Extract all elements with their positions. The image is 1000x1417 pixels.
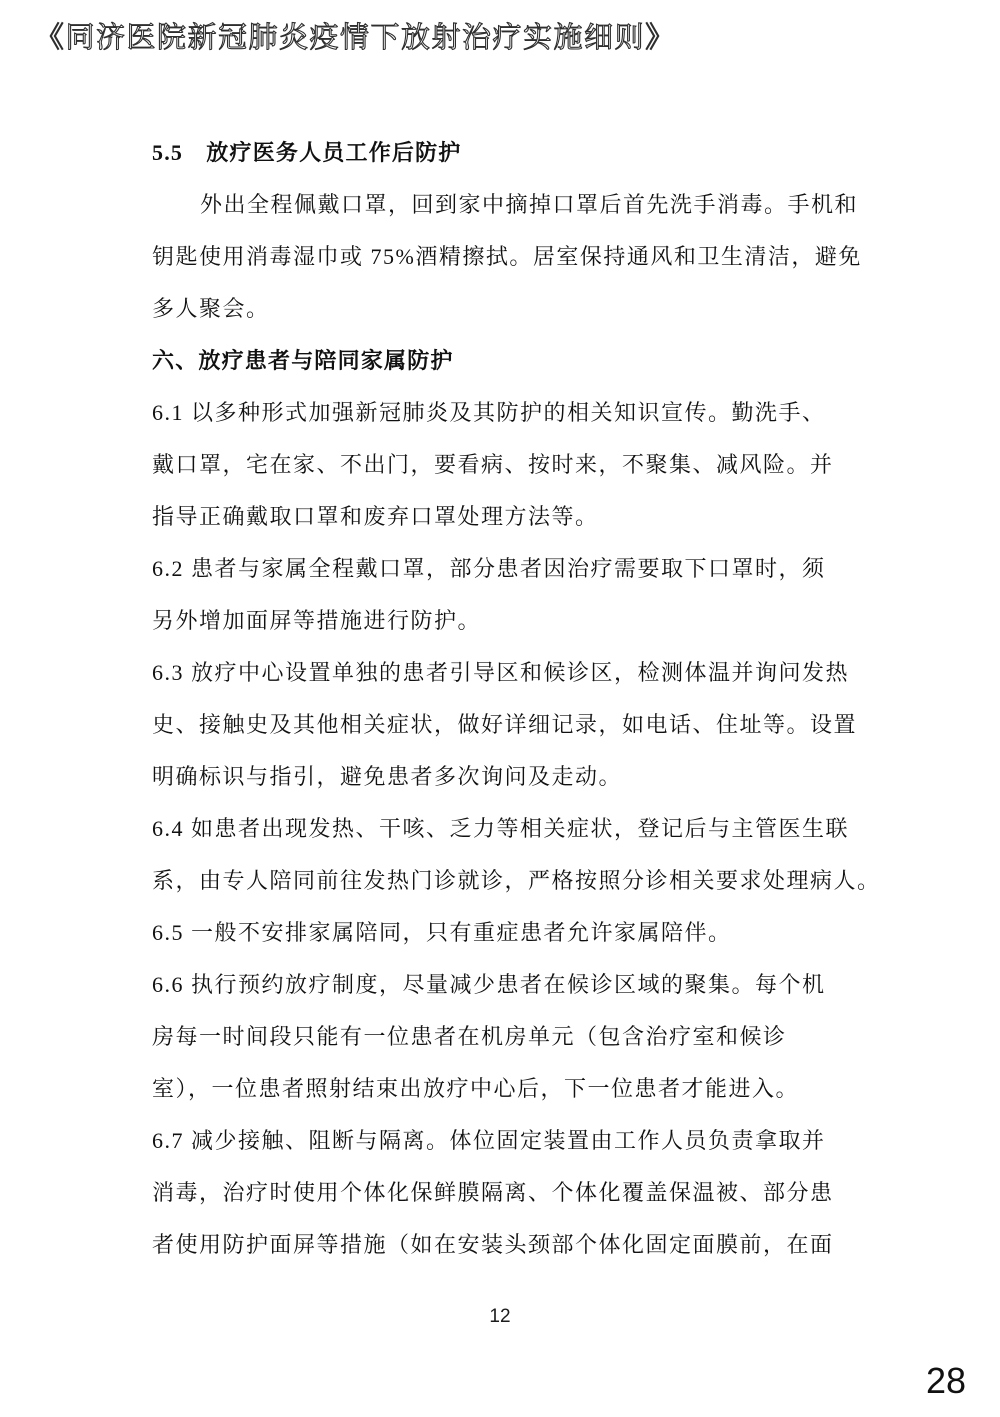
body-paragraph — [152, 387, 864, 543]
text-line: 明确标识与指引，避免患者多次询问及走动。 — [152, 764, 623, 789]
text-line: 六、放疗患者与陪同家属防护 — [152, 348, 454, 373]
text-line: 6.6 执行预约放疗制度，尽量减少患者在候诊区域的聚集。每个机 — [152, 972, 826, 997]
body-paragraph — [152, 543, 864, 647]
text-line: 6.1 以多种形式加强新冠肺炎及其防护的相关知识宣传。勤洗手、 — [152, 400, 826, 425]
text-line: 6.4 如患者出现发热、干咳、乏力等相关症状，登记后与主管医生联 — [152, 816, 850, 841]
text-line: 指导正确戴取口罩和废弃口罩处理方法等。 — [152, 504, 599, 529]
text-line: 6.3 放疗中心设置单独的患者引导区和候诊区，检测体温并询问发热 — [152, 660, 850, 685]
text-line: 消毒，治疗时使用个体化保鲜膜隔离、个体化覆盖保温被、部分患 — [152, 1180, 834, 1205]
text-line: 系，由专人陪同前往发热门诊就诊，严格按照分诊相关要求处理病人。 — [152, 868, 881, 893]
body-paragraph — [152, 907, 864, 959]
document-body — [152, 127, 881, 1271]
text-line: 室），一位患者照射结束出放疗中心后，下一位患者才能进入。 — [152, 1076, 800, 1101]
document-header-title: 《同济医院新冠肺炎疫情下放射治疗实施细则》 — [35, 22, 676, 54]
body-paragraph — [152, 1115, 864, 1271]
text-line: 多人聚会。 — [152, 296, 270, 321]
text-line: 6.2 患者与家属全程戴口罩，部分患者因治疗需要取下口罩时，须 — [152, 556, 826, 581]
body-paragraph — [152, 959, 864, 1115]
body-paragraph — [152, 179, 864, 335]
text-line: 6.7 减少接触、阻断与隔离。体位固定装置由工作人员负责拿取并 — [152, 1128, 826, 1153]
text-line: 5.5 放疗医务人员工作后防护 — [152, 140, 462, 165]
text-line: 戴口罩，宅在家、不出门，要看病、按时来，不聚集、减风险。并 — [152, 452, 834, 477]
text-line: 者使用防护面屏等措施（如在安装头颈部个体化固定面膜前，在面 — [152, 1232, 834, 1257]
text-line: 房每一时间段只能有一位患者在机房单元（包含治疗室和候诊 — [152, 1024, 787, 1049]
text-line: 史、接触史及其他相关症状，做好详细记录，如电话、住址等。设置 — [152, 712, 858, 737]
body-paragraph — [152, 803, 881, 907]
text-line: 外出全程佩戴口罩，回到家中摘掉口罩后首先洗手消毒。手机和 — [200, 192, 859, 217]
section-heading — [152, 335, 864, 387]
text-line: 另外增加面屏等措施进行防护。 — [152, 608, 482, 633]
text-line: 钥匙使用消毒湿巾或 75%酒精擦拭。居室保持通风和卫生清洁，避免 — [152, 244, 862, 269]
body-paragraph — [152, 647, 864, 803]
section-heading — [152, 127, 864, 179]
corner-page-number: 28 — [926, 1360, 967, 1401]
footer-page-number: 12 — [489, 1306, 511, 1327]
text-line: 6.5 一般不安排家属陪同，只有重症患者允许家属陪伴。 — [152, 920, 732, 945]
